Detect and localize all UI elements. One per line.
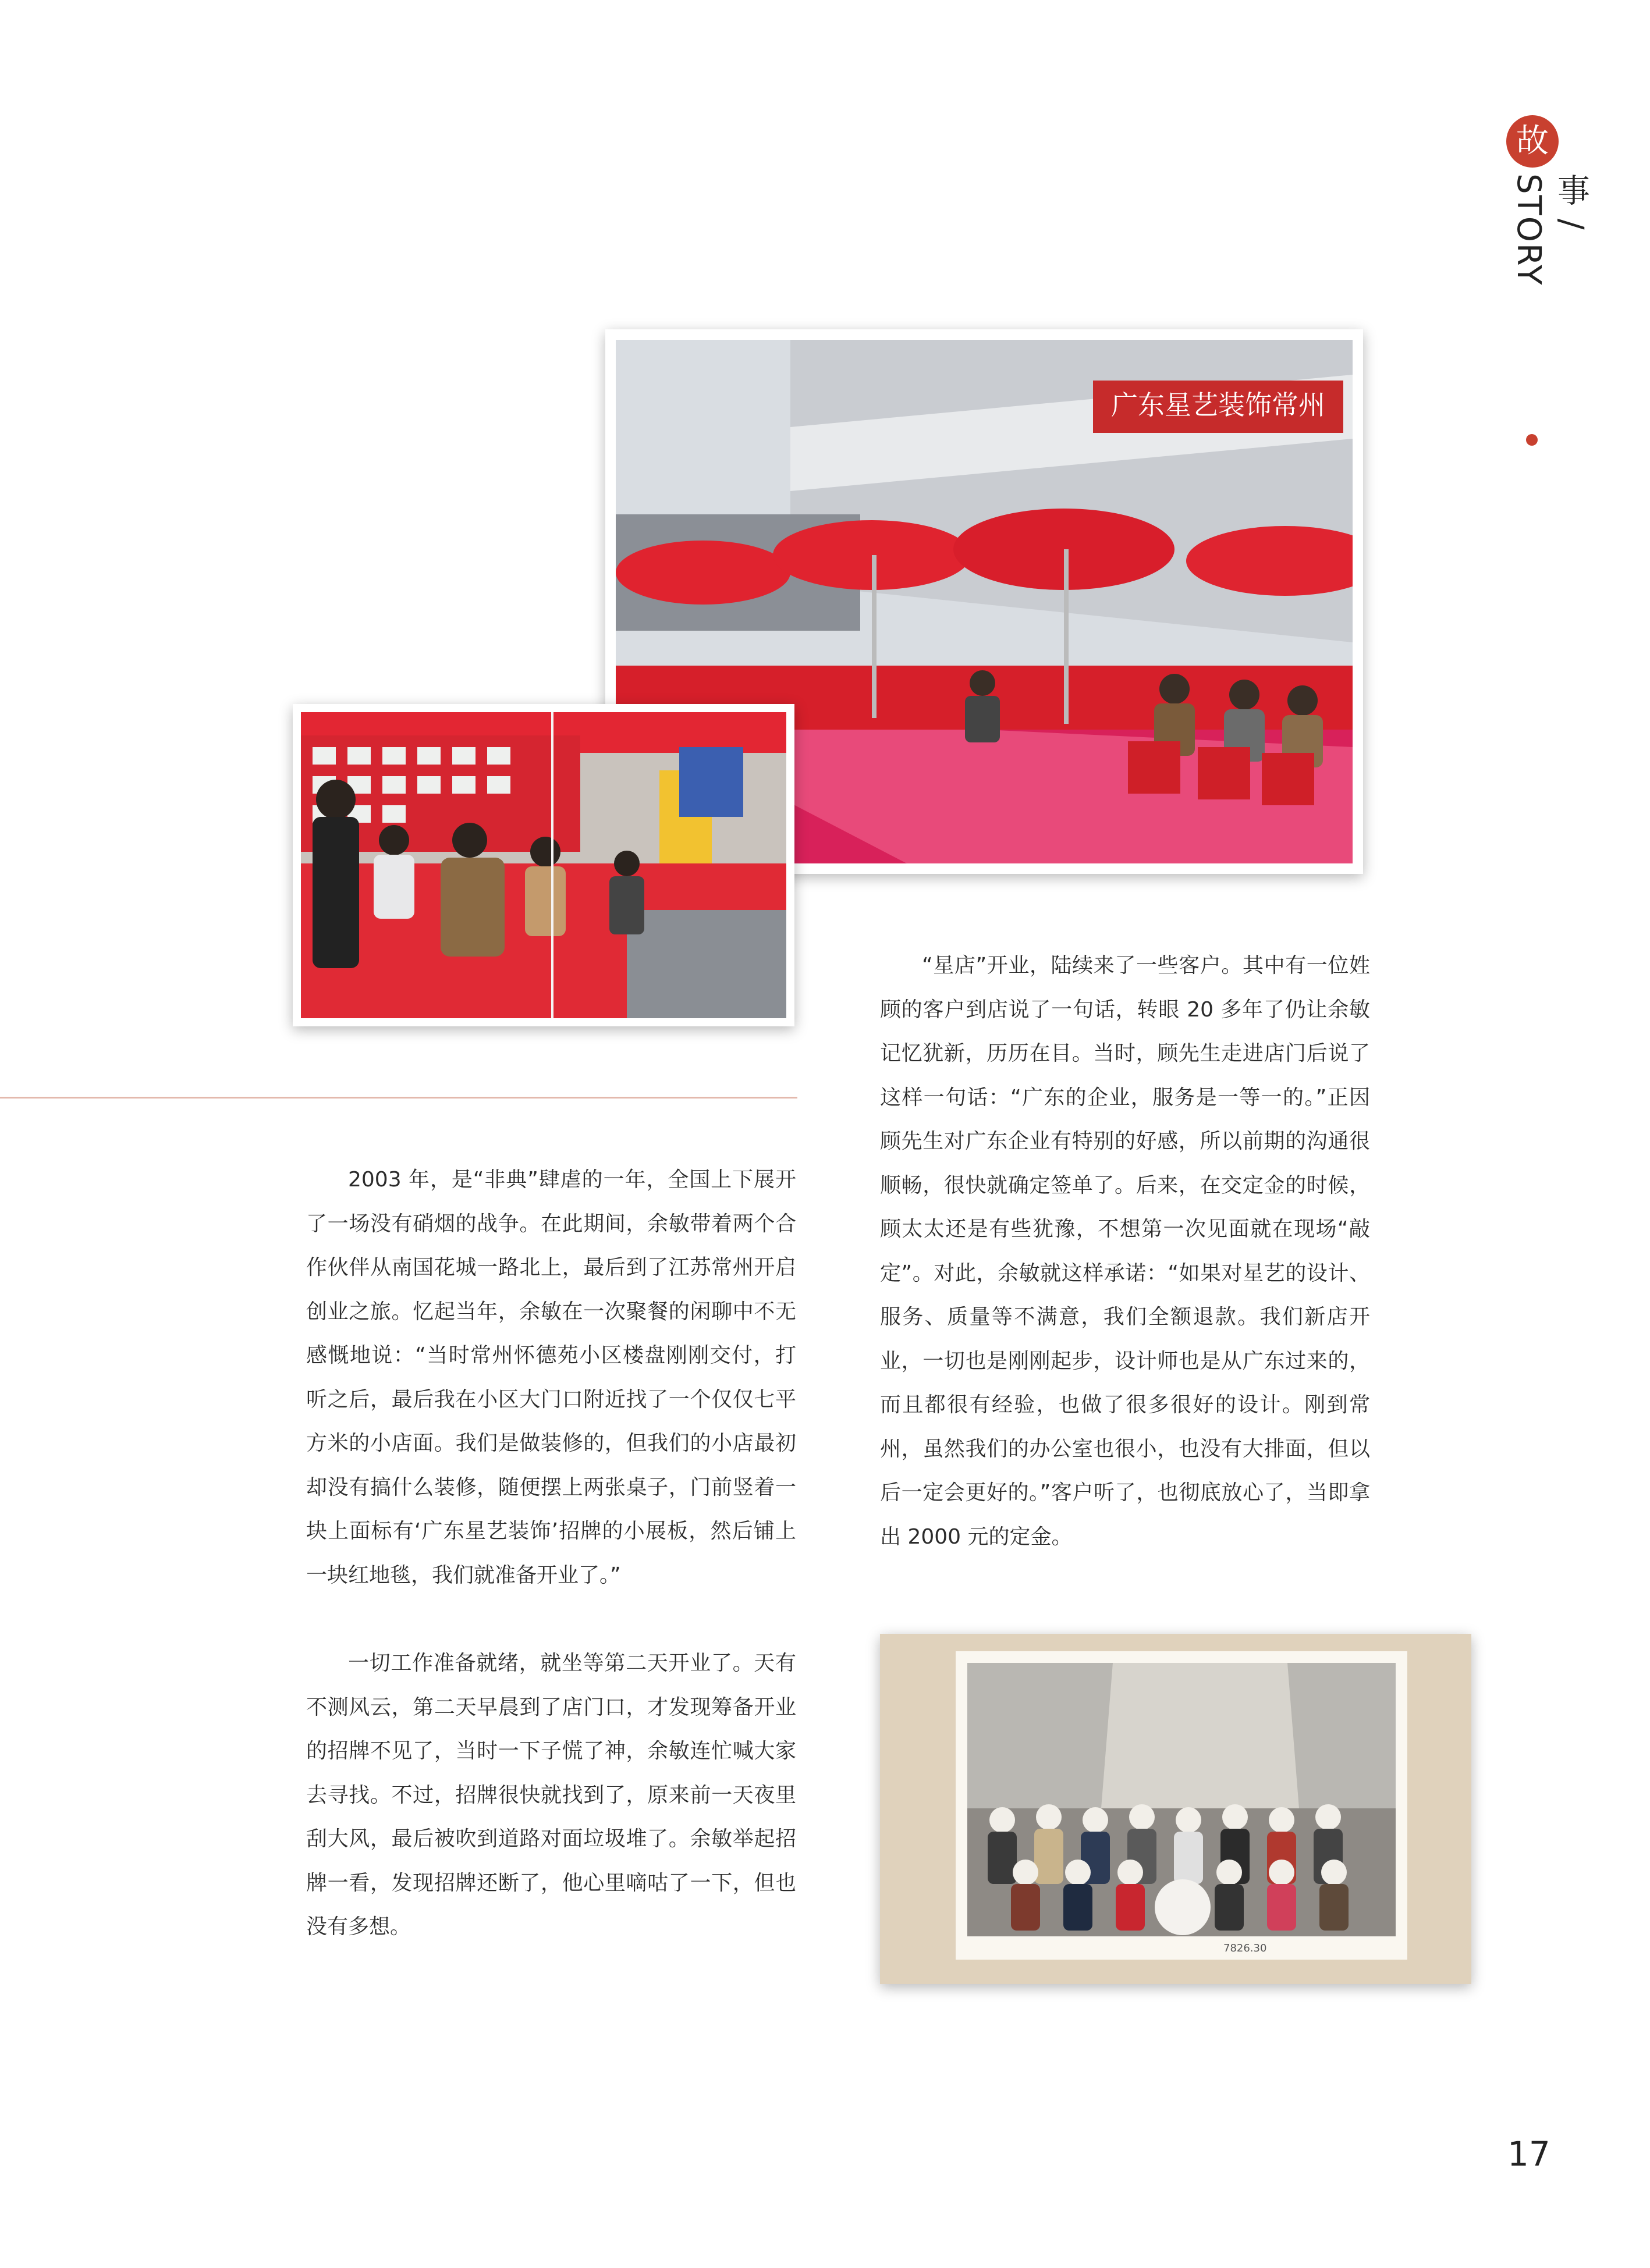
- photo-booth-interior: [293, 704, 794, 1026]
- booth-interior-illustration: [301, 712, 786, 1018]
- right-text-column: [880, 944, 1370, 1559]
- photo-stamp: 7826.30: [1223, 1942, 1267, 1954]
- right-paragraph-1: “星店”开业，陆续来了一些客户。其中有一位姓顾的客户到店说了一句话，转眼 20 多年了仍让余敏记忆犹新，历历在目。当时，顾先生走进店门后说了这样一句话：“广东的企业，服务是一等一的。”正因顾先生对广东企业有特别的好感，所以前期的沟通很顺畅，很快就确定签单了。后来，在交定金的时候，顾太太还是有些犹豫，不想第一次见面就在现场“敲定”。对此，余敏就这样承诺：“如果对星艺的设计、服务、质量等不满意，我们全额退款。我们新店开业，一切也是刚刚起步，设计师也是从广东过来的，而且都很有经验，也做了很多很好的设计。刚到常州，虽然我们的办公室也很小，也没有大排面，但以后一定会更好的。”客户听了，也彻底放心了，当即拿出 2000 元的定金。: [880, 954, 1370, 1549]
- booth-sign-text: 广东星艺装饰常州: [1111, 389, 1325, 421]
- photo-group: [880, 1634, 1471, 1984]
- left-paragraph-1: 2003 年，是“非典”肆虐的一年，全国上下展开了一场没有硝烟的战争。在此期间，余敏带着两个合作伙伴从南国花城一路北上，最后到了江苏常州开启创业之旅。忆起当年，余敏在一次聚餐的闲聊中不无感慨地说：“当时常州怀德苑小区楼盘刚刚交付，打听之后，最后我在小区大门口附近找了一个仅仅七平方米的小店面。我们是做装修的，但我们的小店最初却没有搞什么装修，随便摆上两张桌子，门前竖着一块上面标有‘广东星艺装饰’招牌的小展板，然后铺上一块红地毯，我们就准备开业了。”: [306, 1168, 796, 1587]
- section-tag-label: 事 / STORY: [1510, 173, 1590, 286]
- page-number: 17: [1507, 2134, 1550, 2174]
- section-tag-dot: [1526, 434, 1538, 446]
- left-paragraph-2: 一切工作准备就绪，就坐等第二天开业了。天有不测风云，第二天早晨到了店门口，才发现筹备开业的招牌不见了，当时一下子慌了神，余敏连忙喊大家去寻找。不过，招牌很快就找到了，原来前一天夜里刮大风，最后被吹到道路对面垃圾堆了。余敏举起招牌一看，发现招牌还断了，他心里嘀咕了一下，但也没有多想。: [306, 1651, 796, 1939]
- section-tag-circle: 故: [1506, 115, 1559, 168]
- group-photo-illustration: [880, 1634, 1471, 1984]
- divider-line: [0, 1097, 797, 1099]
- left-text-column: [306, 1158, 796, 1949]
